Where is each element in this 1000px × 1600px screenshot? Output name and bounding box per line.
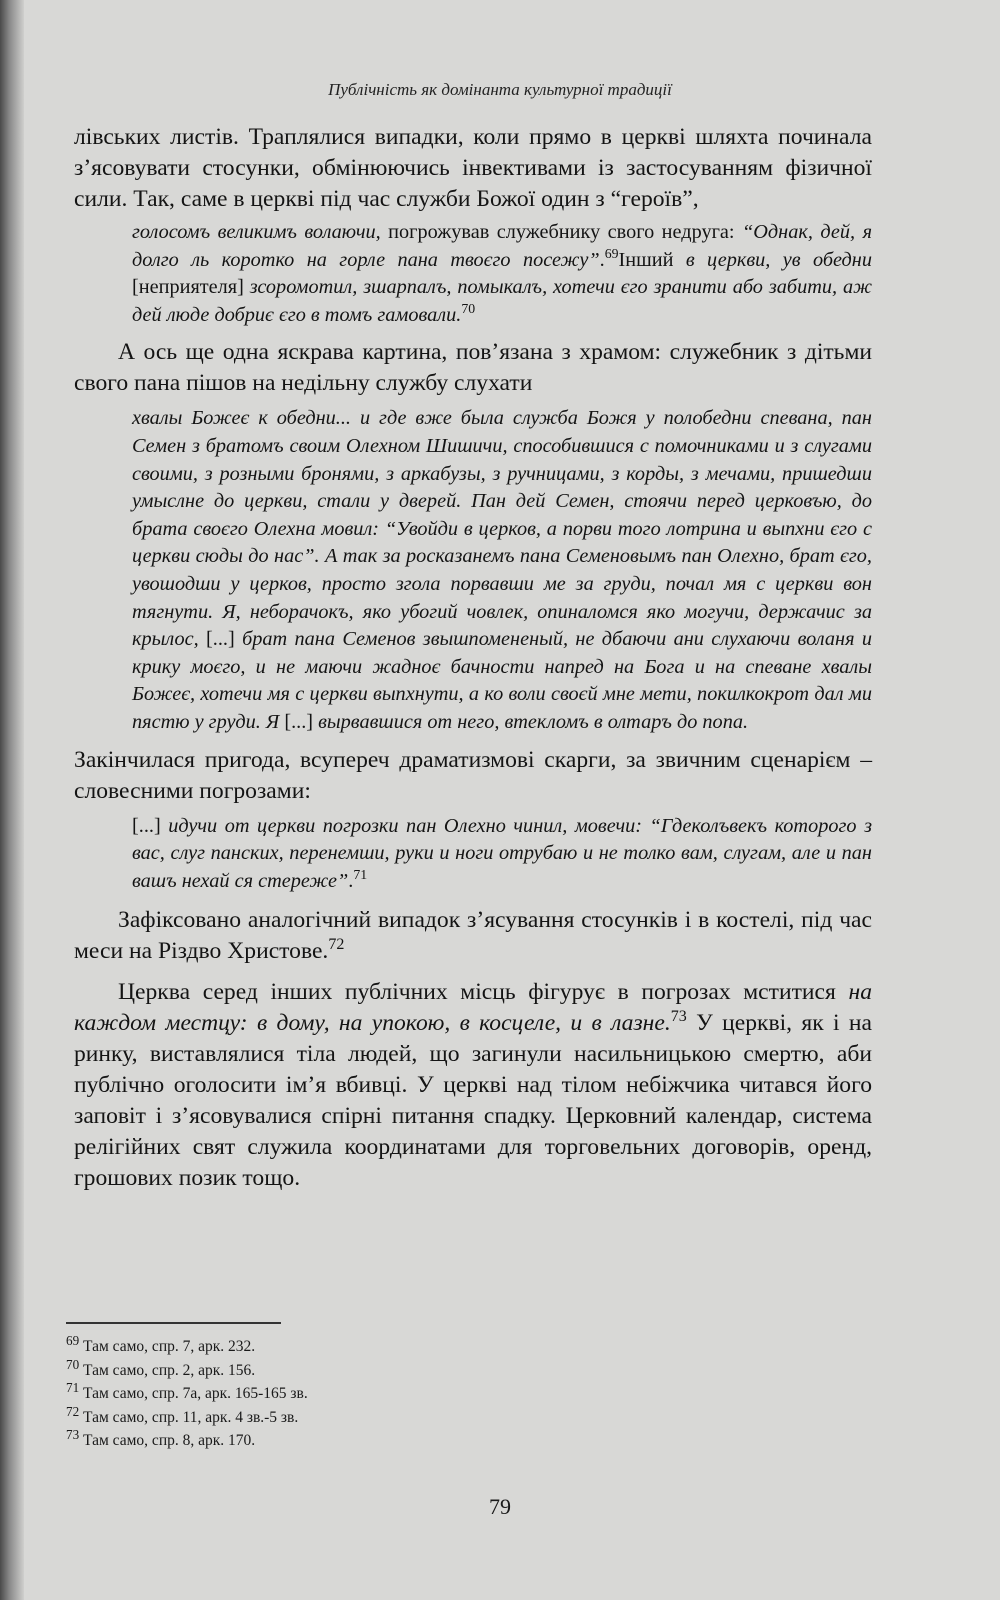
footnote-ref-72[interactable]: 72 [328, 936, 345, 954]
quote-2-ellipsis-d: [...] [279, 710, 319, 733]
footnote-ref-73[interactable]: 73 [670, 1008, 687, 1026]
quote-2-italic-a: хвалы Божеє к обедни... и где вже была служба Божя у полобедни спевана, пан Семен з братомъ своим Олехном Шишичи, способившися с помочниками и з слугами своими, з розными бронями, з аркабузы, з ручницами, з корды, з мечами, пришедши умыслне до церкви, стали у дверей. Пан дей Семен, стоячи перед церковъю, до брата своєго Олехна мовил: “Увойди в церков, а порви того лотрина и выпхни єго с церкви сюды до нас”. А так за росказанемъ пана Семеновымъ пан Олехно, брат єго, увошодши у церков, просто згола порвавши ме за груди, почал мя с церкви вон тягнути. Я, неборачокъ, яко убогий човлек, опиналомся яко могучи, держачис за крылос, [132, 407, 872, 651]
paragraph-5-text-a: Церква серед інших публічних місць фігурує в погрозах мститися [118, 979, 849, 1006]
paragraph-4 [74, 905, 872, 967]
footnote-72 [66, 1403, 566, 1430]
quote-3-ellipsis-a: [...] [132, 814, 169, 837]
running-head: Публічність як домінанта культурної традиції [328, 80, 672, 99]
footnote-ref-71[interactable]: 71 [353, 866, 368, 882]
footnote-number: 71 [66, 1379, 80, 1395]
quote-1 [132, 219, 872, 329]
footnote-70 [66, 1356, 566, 1383]
footnote-number: 73 [66, 1426, 80, 1442]
book-gutter-shadow [0, 0, 24, 1600]
quote-1-text-e: Інший [618, 248, 686, 271]
paragraph-5-text-c: У церкві, як і на ринку, виставлялися тіла людей, що загинули насильницькою смертю, аби публічно оголосити ім’я вбивці. У церкві над тілом небіжчика читався його заповіт і з’ясовувалися спірні питання спадку. Церковний календар, система релігійних свят служила координатами для торговельних договорів, оренд, грошових позик тощо. [74, 1010, 872, 1192]
quote-1-text-g: [неприятеля] [132, 276, 250, 299]
footnote-71 [66, 1379, 566, 1406]
page-number: 79 [489, 1494, 511, 1519]
quote-1-text-b: погрожував служебнику свого недруга: [380, 221, 742, 243]
footnote-number: 69 [66, 1332, 80, 1348]
footnote-divider [66, 1322, 281, 1324]
paragraph-1: лівських листів. Траплялися випадки, коли прямо в церкві шляхта починала з’ясовувати стосунки, обмінюючись інвективами із застосуванням фізичної сили. Так, саме в церкві під час служби Божої один з “героїв”, [74, 124, 872, 212]
footnote-number: 72 [66, 1403, 80, 1419]
paragraph-3: Закінчилася пригода, всупереч драматизмові скарги, за звичним сценарієм – словесними погрозами: [74, 746, 872, 804]
quote-2 [132, 405, 872, 736]
quote-3-text-c: . [348, 869, 354, 892]
footnote-text: Там само, спр. 7а, арк. 165-165 зв. [83, 1385, 308, 1402]
quote-3 [132, 813, 872, 896]
quote-2-italic-c: брат пана Семенов звышпомененый, не дбаючи ани слухаючи воланя и крику моєго, и не маючи жадноє бачности напред на Бога и на спеване хвалы Божеє, хотечи мя с церкви выпхнути, а ко воли своєй мне мети, покилкокрот дал ми пястю у груди. Я [132, 628, 872, 733]
footnote-text: Там само, спр. 11, арк. 4 зв.-5 зв. [83, 1408, 299, 1426]
paragraph-5 [74, 977, 872, 1194]
quote-2-ellipsis-b: [...] [198, 628, 243, 651]
footnote-ref-70[interactable]: 70 [461, 301, 476, 317]
quote-1-italic-a: голосомъ великимъ волаючи, [132, 221, 381, 243]
quote-3-italic-b: идучи от церкви погрозки пан Олехно чинил, мовечи: “Гдеколъвекъ которого з вас, слуг панских, перенемши, руки и ноги отрубаю и не толко вам, слугам, але и пан вашъ нехай ся стереже” [132, 814, 872, 892]
quote-1-italic-c: “Однак, дей, я долго ль коротко на горле пана твоєго посежу” [132, 221, 872, 271]
paragraph-5-italic-b: на каждом местцу: в дому, на упокою, в косцеле, и в лазне. [74, 979, 872, 1037]
footnote-69 [66, 1332, 566, 1359]
main-text [74, 122, 872, 1194]
footnote-ref-69[interactable]: 69 [604, 245, 619, 261]
footnote-text: Там само, спр. 8, арк. 170. [83, 1432, 256, 1449]
quote-1-italic-h: зсоромотил, зшарпалъ, помыкалъ, хотечи єго зранити або забити, аж дей люде добриє єго в томъ гамовали. [132, 276, 872, 326]
paragraph-2: А ось ще одна яскрава картина, пов’язана з храмом: служебник з дітьми свого пана пішов на недільну службу слухати [74, 339, 872, 397]
footnote-number: 70 [66, 1356, 80, 1372]
quote-1-text-d: . [599, 248, 605, 271]
footnote-73 [66, 1426, 566, 1453]
quote-2-italic-e: вырвавшися от него, втекломъ в олтаръ до попа. [318, 710, 749, 733]
footnotes [66, 1332, 566, 1453]
footnote-text: Там само, спр. 2, арк. 156. [83, 1361, 256, 1379]
paragraph-4-text: Зафіксовано аналогічний випадок з’ясування стосунків і в костелі, під час меси на Різдво Христове. [74, 907, 872, 965]
quote-1-italic-f: в церкви, ув обедни [685, 248, 872, 271]
footnote-text: Там само, спр. 7, арк. 232. [83, 1338, 256, 1355]
